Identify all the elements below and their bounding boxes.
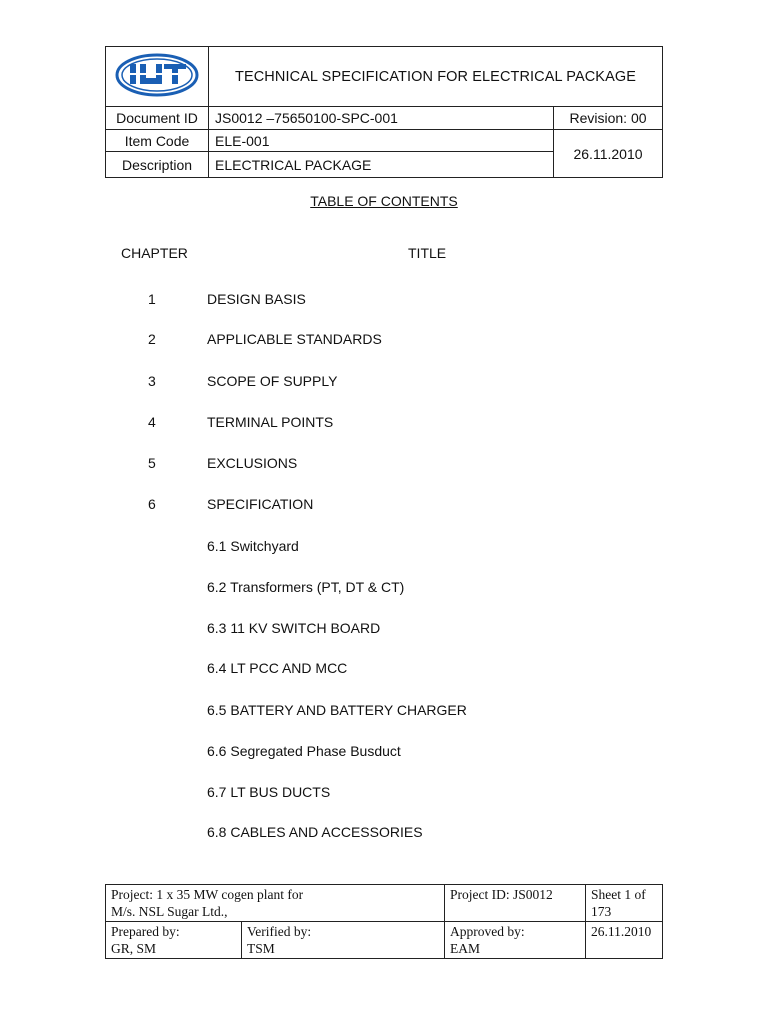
prepared-by-value: GR, SM bbox=[111, 941, 157, 956]
chapter-title: TERMINAL POINTS bbox=[207, 414, 334, 430]
project-line-1: Project: 1 x 35 MW cogen plant for bbox=[111, 887, 304, 902]
chapter-title: DESIGN BASIS bbox=[207, 291, 306, 307]
description-value: ELECTRICAL PACKAGE bbox=[209, 152, 554, 178]
prepared-by-cell bbox=[106, 922, 242, 959]
item-code-label: Item Code bbox=[106, 130, 209, 152]
sheet-line-1: Sheet 1 of bbox=[591, 887, 646, 902]
verified-by-value: TSM bbox=[247, 941, 275, 956]
company-logo-icon bbox=[114, 52, 200, 98]
verified-by-cell bbox=[242, 922, 445, 959]
subsection-title: 6.5 BATTERY AND BATTERY CHARGER bbox=[207, 702, 467, 718]
description-label: Description bbox=[106, 152, 209, 178]
chapter-number: 1 bbox=[148, 291, 156, 307]
subsection-title: 6.8 CABLES AND ACCESSORIES bbox=[207, 824, 423, 840]
document-header-table bbox=[105, 46, 663, 178]
subsection-title: 6.1 Switchyard bbox=[207, 538, 299, 554]
subsection-title: 6.3 11 KV SWITCH BOARD bbox=[207, 620, 381, 636]
document-id-label: Document ID bbox=[106, 107, 209, 130]
sheet-line-2: 173 bbox=[591, 904, 612, 919]
chapter-title: APPLICABLE STANDARDS bbox=[207, 331, 382, 347]
item-code-value: ELE-001 bbox=[209, 130, 554, 152]
chapter-title: SCOPE OF SUPPLY bbox=[207, 373, 338, 389]
chapter-number: 6 bbox=[148, 496, 156, 512]
toc-heading-text: TABLE OF CONTENTS bbox=[310, 193, 458, 209]
toc-heading bbox=[0, 193, 768, 209]
subsection-title: 6.6 Segregated Phase Busduct bbox=[207, 743, 401, 759]
chapter-title: EXCLUSIONS bbox=[207, 455, 298, 471]
title-column-header: TITLE bbox=[408, 245, 447, 261]
document-id-value: JS0012 –75650100-SPC-001 bbox=[209, 107, 554, 130]
chapter-number: 4 bbox=[148, 414, 156, 430]
document-footer-table bbox=[105, 884, 663, 959]
header-date: 26.11.2010 bbox=[554, 130, 663, 178]
project-id: Project ID: JS0012 bbox=[445, 885, 586, 922]
revision: Revision: 00 bbox=[554, 107, 663, 130]
chapter-number: 3 bbox=[148, 373, 156, 389]
chapter-title: SPECIFICATION bbox=[207, 496, 314, 512]
approved-by-cell bbox=[445, 922, 586, 959]
verified-by-label: Verified by: bbox=[247, 924, 312, 939]
project-cell bbox=[106, 885, 445, 922]
subsection-title: 6.4 LT PCC AND MCC bbox=[207, 660, 348, 676]
subsection-title: 6.7 LT BUS DUCTS bbox=[207, 784, 331, 800]
subsection-title: 6.2 Transformers (PT, DT & CT) bbox=[207, 579, 405, 595]
chapter-number: 5 bbox=[148, 455, 156, 471]
project-line-2: M/s. NSL Sugar Ltd., bbox=[111, 904, 228, 919]
approved-by-value: EAM bbox=[450, 941, 481, 956]
footer-date: 26.11.2010 bbox=[586, 922, 663, 959]
sheet-cell bbox=[586, 885, 663, 922]
document-title: TECHNICAL SPECIFICATION FOR ELECTRICAL PACKAGE bbox=[209, 47, 663, 107]
chapter-number: 2 bbox=[148, 331, 156, 347]
prepared-by-label: Prepared by: bbox=[111, 924, 180, 939]
logo-cell bbox=[106, 47, 209, 107]
approved-by-label: Approved by: bbox=[450, 924, 525, 939]
chapter-column-header: CHAPTER bbox=[121, 245, 188, 261]
